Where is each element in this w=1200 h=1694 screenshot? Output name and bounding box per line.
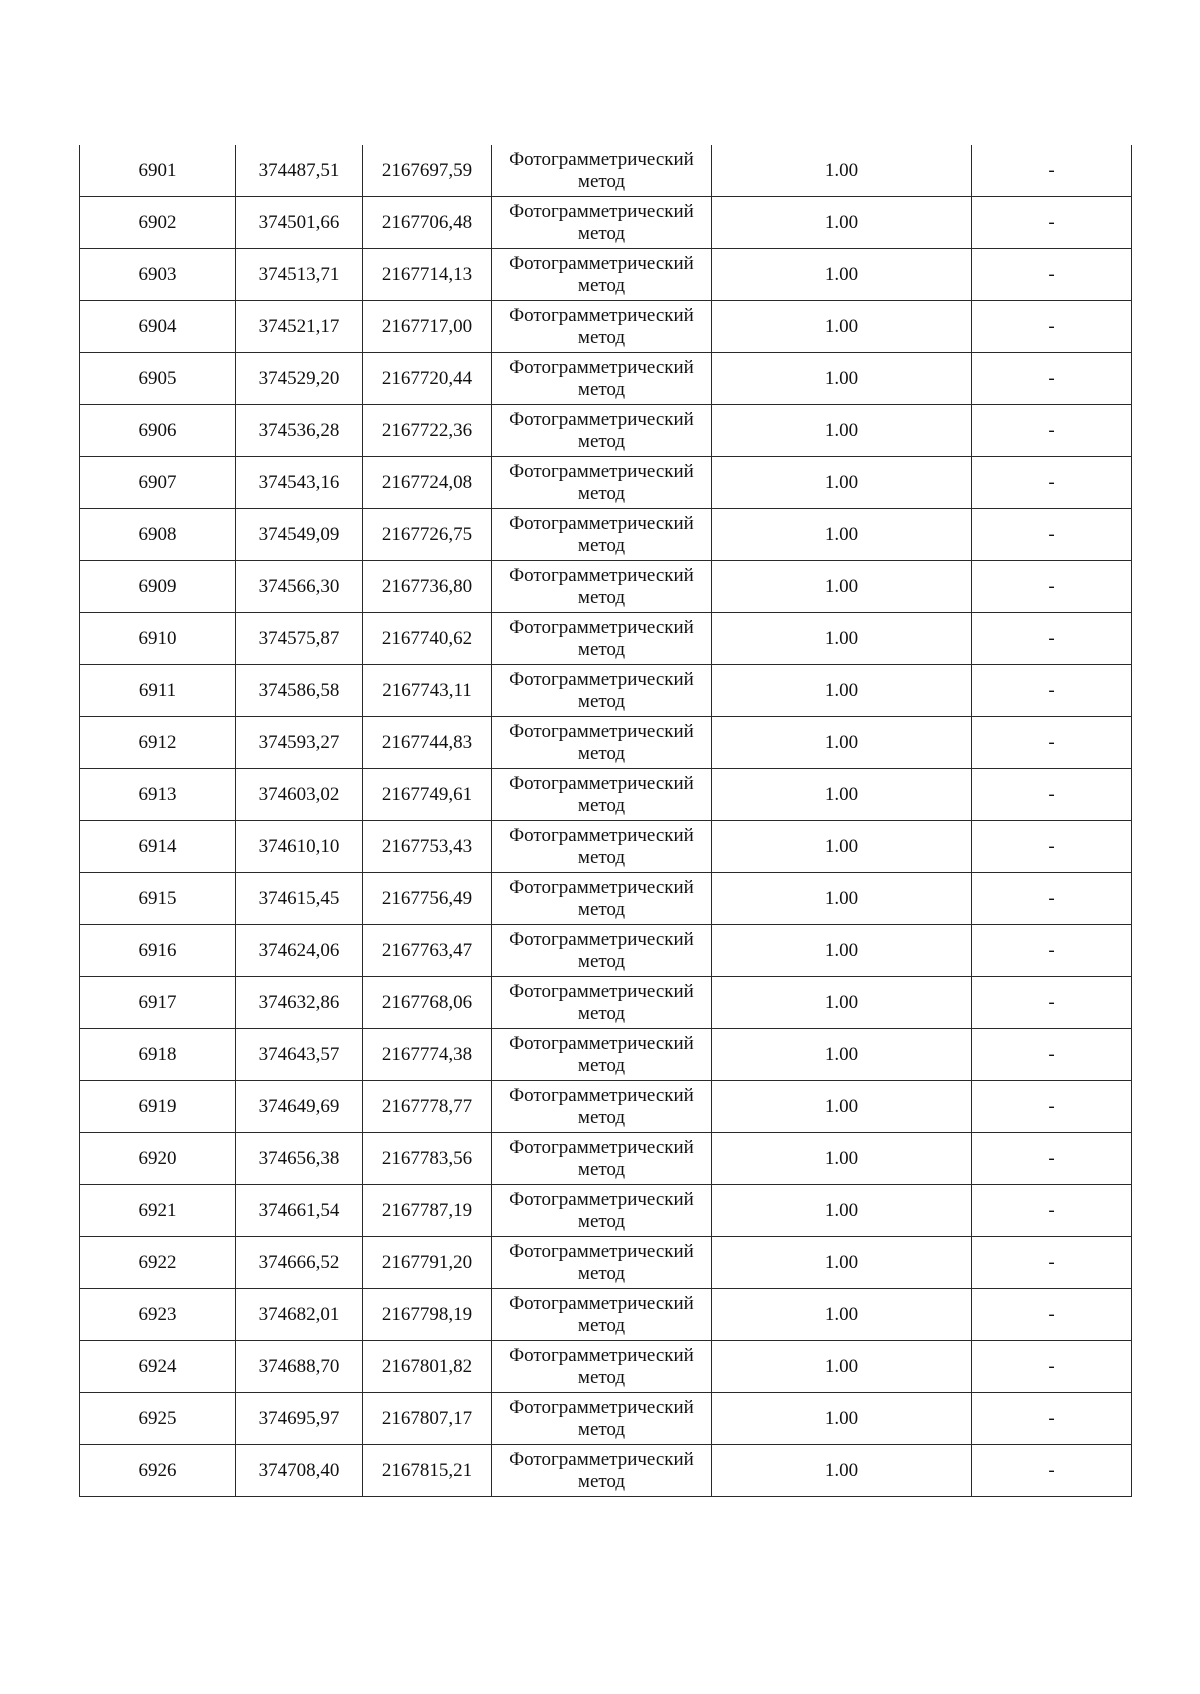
note-cell: - xyxy=(972,717,1132,769)
accuracy-cell: 1.00 xyxy=(712,1445,972,1497)
method-label-line2: метод xyxy=(577,742,626,764)
note-cell: - xyxy=(972,821,1132,873)
method-label-line2: метод xyxy=(577,898,626,920)
x-coordinate-cell: 374513,71 xyxy=(236,249,363,301)
note-cell: - xyxy=(972,769,1132,821)
table-row xyxy=(80,1029,1132,1081)
table-row xyxy=(80,509,1132,561)
y-coordinate-cell: 2167778,77 xyxy=(363,1081,492,1133)
x-coordinate-cell: 374501,66 xyxy=(236,197,363,249)
point-number-cell: 6923 xyxy=(80,1289,236,1341)
method-label-line1: Фотограмметрический xyxy=(509,1292,694,1314)
note-cell: - xyxy=(972,1341,1132,1393)
method-label-line1: Фотограмметрический xyxy=(509,512,694,534)
table-row xyxy=(80,925,1132,977)
method-cell xyxy=(492,925,712,977)
method-label-line1: Фотограмметрический xyxy=(509,1188,694,1210)
method-label-line1: Фотограмметрический xyxy=(509,1032,694,1054)
point-number-cell: 6914 xyxy=(80,821,236,873)
y-coordinate-cell: 2167763,47 xyxy=(363,925,492,977)
method-label-line1: Фотограмметрический xyxy=(509,720,694,742)
method-label-line2: метод xyxy=(577,846,626,868)
x-coordinate-cell: 374529,20 xyxy=(236,353,363,405)
point-number-cell: 6917 xyxy=(80,977,236,1029)
point-number-cell: 6904 xyxy=(80,301,236,353)
x-coordinate-cell: 374661,54 xyxy=(236,1185,363,1237)
accuracy-cell: 1.00 xyxy=(712,1133,972,1185)
table-row xyxy=(80,665,1132,717)
point-number-cell: 6901 xyxy=(80,145,236,197)
accuracy-cell: 1.00 xyxy=(712,873,972,925)
method-label-line2: метод xyxy=(577,378,626,400)
y-coordinate-cell: 2167756,49 xyxy=(363,873,492,925)
y-coordinate-cell: 2167791,20 xyxy=(363,1237,492,1289)
method-label-line2: метод xyxy=(577,482,626,504)
accuracy-cell: 1.00 xyxy=(712,561,972,613)
method-label-line2: метод xyxy=(577,1470,626,1492)
x-coordinate-cell: 374632,86 xyxy=(236,977,363,1029)
method-label-line2: метод xyxy=(577,326,626,348)
accuracy-cell: 1.00 xyxy=(712,1393,972,1445)
point-number-cell: 6920 xyxy=(80,1133,236,1185)
y-coordinate-cell: 2167706,48 xyxy=(363,197,492,249)
note-cell: - xyxy=(972,925,1132,977)
y-coordinate-cell: 2167714,13 xyxy=(363,249,492,301)
y-coordinate-cell: 2167744,83 xyxy=(363,717,492,769)
table-row xyxy=(80,1185,1132,1237)
note-cell: - xyxy=(972,457,1132,509)
method-cell xyxy=(492,197,712,249)
point-number-cell: 6919 xyxy=(80,1081,236,1133)
point-number-cell: 6912 xyxy=(80,717,236,769)
method-label-line1: Фотограмметрический xyxy=(509,356,694,378)
method-label-line1: Фотограмметрический xyxy=(509,408,694,430)
point-number-cell: 6906 xyxy=(80,405,236,457)
method-label-line1: Фотограмметрический xyxy=(509,772,694,794)
y-coordinate-cell: 2167815,21 xyxy=(363,1445,492,1497)
x-coordinate-cell: 374566,30 xyxy=(236,561,363,613)
method-cell xyxy=(492,1185,712,1237)
method-label-line2: метод xyxy=(577,1054,626,1076)
method-cell xyxy=(492,613,712,665)
method-label-line2: метод xyxy=(577,1418,626,1440)
note-cell: - xyxy=(972,1029,1132,1081)
method-label-line1: Фотограмметрический xyxy=(509,980,694,1002)
x-coordinate-cell: 374615,45 xyxy=(236,873,363,925)
method-label-line1: Фотограмметрический xyxy=(509,1396,694,1418)
method-cell xyxy=(492,1445,712,1497)
method-label-line2: метод xyxy=(577,1106,626,1128)
method-label-line1: Фотограмметрический xyxy=(509,1344,694,1366)
note-cell: - xyxy=(972,613,1132,665)
note-cell: - xyxy=(972,1237,1132,1289)
method-label-line1: Фотограмметрический xyxy=(509,668,694,690)
coordinates-table-body xyxy=(80,145,1132,1497)
table-row xyxy=(80,145,1132,197)
y-coordinate-cell: 2167768,06 xyxy=(363,977,492,1029)
method-label-line1: Фотограмметрический xyxy=(509,1448,694,1470)
method-cell xyxy=(492,509,712,561)
accuracy-cell: 1.00 xyxy=(712,1081,972,1133)
point-number-cell: 6908 xyxy=(80,509,236,561)
note-cell: - xyxy=(972,1185,1132,1237)
note-cell: - xyxy=(972,301,1132,353)
table-row xyxy=(80,197,1132,249)
method-label-line2: метод xyxy=(577,534,626,556)
table-row xyxy=(80,1393,1132,1445)
y-coordinate-cell: 2167787,19 xyxy=(363,1185,492,1237)
method-label-line2: метод xyxy=(577,1366,626,1388)
table-row xyxy=(80,873,1132,925)
x-coordinate-cell: 374666,52 xyxy=(236,1237,363,1289)
note-cell: - xyxy=(972,145,1132,197)
note-cell: - xyxy=(972,977,1132,1029)
method-label-line2: метод xyxy=(577,170,626,192)
point-number-cell: 6926 xyxy=(80,1445,236,1497)
point-number-cell: 6905 xyxy=(80,353,236,405)
x-coordinate-cell: 374708,40 xyxy=(236,1445,363,1497)
table-row xyxy=(80,1289,1132,1341)
table-row xyxy=(80,769,1132,821)
method-cell xyxy=(492,145,712,197)
x-coordinate-cell: 374487,51 xyxy=(236,145,363,197)
x-coordinate-cell: 374656,38 xyxy=(236,1133,363,1185)
method-cell xyxy=(492,1029,712,1081)
y-coordinate-cell: 2167774,38 xyxy=(363,1029,492,1081)
x-coordinate-cell: 374688,70 xyxy=(236,1341,363,1393)
point-number-cell: 6911 xyxy=(80,665,236,717)
accuracy-cell: 1.00 xyxy=(712,925,972,977)
y-coordinate-cell: 2167743,11 xyxy=(363,665,492,717)
note-cell: - xyxy=(972,1133,1132,1185)
note-cell: - xyxy=(972,1445,1132,1497)
y-coordinate-cell: 2167749,61 xyxy=(363,769,492,821)
note-cell: - xyxy=(972,873,1132,925)
point-number-cell: 6924 xyxy=(80,1341,236,1393)
method-label-line1: Фотограмметрический xyxy=(509,616,694,638)
accuracy-cell: 1.00 xyxy=(712,457,972,509)
method-label-line2: метод xyxy=(577,1314,626,1336)
table-row xyxy=(80,717,1132,769)
method-label-line2: метод xyxy=(577,586,626,608)
x-coordinate-cell: 374575,87 xyxy=(236,613,363,665)
note-cell: - xyxy=(972,249,1132,301)
method-label-line1: Фотограмметрический xyxy=(509,876,694,898)
y-coordinate-cell: 2167717,00 xyxy=(363,301,492,353)
method-cell xyxy=(492,1081,712,1133)
coordinates-table xyxy=(79,145,1132,1497)
x-coordinate-cell: 374649,69 xyxy=(236,1081,363,1133)
method-label-line1: Фотограмметрический xyxy=(509,1084,694,1106)
note-cell: - xyxy=(972,1393,1132,1445)
table-row xyxy=(80,1237,1132,1289)
method-label-line2: метод xyxy=(577,1210,626,1232)
method-cell xyxy=(492,821,712,873)
accuracy-cell: 1.00 xyxy=(712,821,972,873)
accuracy-cell: 1.00 xyxy=(712,1029,972,1081)
y-coordinate-cell: 2167722,36 xyxy=(363,405,492,457)
method-label-line1: Фотограмметрический xyxy=(509,928,694,950)
method-label-line2: метод xyxy=(577,638,626,660)
x-coordinate-cell: 374695,97 xyxy=(236,1393,363,1445)
method-label-line2: метод xyxy=(577,1158,626,1180)
accuracy-cell: 1.00 xyxy=(712,1185,972,1237)
accuracy-cell: 1.00 xyxy=(712,613,972,665)
y-coordinate-cell: 2167801,82 xyxy=(363,1341,492,1393)
method-label-line2: метод xyxy=(577,950,626,972)
table-row xyxy=(80,1341,1132,1393)
method-label-line2: метод xyxy=(577,690,626,712)
table-row xyxy=(80,561,1132,613)
method-label-line1: Фотограмметрический xyxy=(509,200,694,222)
point-number-cell: 6910 xyxy=(80,613,236,665)
point-number-cell: 6916 xyxy=(80,925,236,977)
method-cell xyxy=(492,457,712,509)
note-cell: - xyxy=(972,1081,1132,1133)
note-cell: - xyxy=(972,353,1132,405)
method-cell xyxy=(492,249,712,301)
table-row xyxy=(80,353,1132,405)
x-coordinate-cell: 374543,16 xyxy=(236,457,363,509)
method-cell xyxy=(492,1237,712,1289)
method-label-line2: метод xyxy=(577,274,626,296)
table-row xyxy=(80,301,1132,353)
method-cell xyxy=(492,1341,712,1393)
x-coordinate-cell: 374593,27 xyxy=(236,717,363,769)
accuracy-cell: 1.00 xyxy=(712,977,972,1029)
accuracy-cell: 1.00 xyxy=(712,717,972,769)
y-coordinate-cell: 2167697,59 xyxy=(363,145,492,197)
method-label-line2: метод xyxy=(577,1262,626,1284)
note-cell: - xyxy=(972,561,1132,613)
x-coordinate-cell: 374549,09 xyxy=(236,509,363,561)
y-coordinate-cell: 2167798,19 xyxy=(363,1289,492,1341)
method-label-line1: Фотограмметрический xyxy=(509,252,694,274)
method-label-line1: Фотограмметрический xyxy=(509,460,694,482)
point-number-cell: 6902 xyxy=(80,197,236,249)
point-number-cell: 6913 xyxy=(80,769,236,821)
x-coordinate-cell: 374624,06 xyxy=(236,925,363,977)
x-coordinate-cell: 374521,17 xyxy=(236,301,363,353)
y-coordinate-cell: 2167807,17 xyxy=(363,1393,492,1445)
table-row xyxy=(80,1445,1132,1497)
x-coordinate-cell: 374682,01 xyxy=(236,1289,363,1341)
accuracy-cell: 1.00 xyxy=(712,405,972,457)
x-coordinate-cell: 374603,02 xyxy=(236,769,363,821)
note-cell: - xyxy=(972,197,1132,249)
method-cell xyxy=(492,665,712,717)
accuracy-cell: 1.00 xyxy=(712,665,972,717)
x-coordinate-cell: 374643,57 xyxy=(236,1029,363,1081)
accuracy-cell: 1.00 xyxy=(712,353,972,405)
method-label-line1: Фотограмметрический xyxy=(509,304,694,326)
table-row xyxy=(80,249,1132,301)
method-cell xyxy=(492,1393,712,1445)
method-cell xyxy=(492,301,712,353)
x-coordinate-cell: 374586,58 xyxy=(236,665,363,717)
accuracy-cell: 1.00 xyxy=(712,301,972,353)
method-label-line1: Фотограмметрический xyxy=(509,564,694,586)
method-label-line1: Фотограмметрический xyxy=(509,1240,694,1262)
y-coordinate-cell: 2167736,80 xyxy=(363,561,492,613)
y-coordinate-cell: 2167783,56 xyxy=(363,1133,492,1185)
y-coordinate-cell: 2167724,08 xyxy=(363,457,492,509)
method-cell xyxy=(492,405,712,457)
method-label-line1: Фотограмметрический xyxy=(509,148,694,170)
note-cell: - xyxy=(972,509,1132,561)
note-cell: - xyxy=(972,1289,1132,1341)
point-number-cell: 6903 xyxy=(80,249,236,301)
y-coordinate-cell: 2167720,44 xyxy=(363,353,492,405)
point-number-cell: 6909 xyxy=(80,561,236,613)
method-cell xyxy=(492,977,712,1029)
table-row xyxy=(80,613,1132,665)
x-coordinate-cell: 374610,10 xyxy=(236,821,363,873)
point-number-cell: 6922 xyxy=(80,1237,236,1289)
y-coordinate-cell: 2167726,75 xyxy=(363,509,492,561)
table-row xyxy=(80,1081,1132,1133)
table-row xyxy=(80,457,1132,509)
accuracy-cell: 1.00 xyxy=(712,1237,972,1289)
accuracy-cell: 1.00 xyxy=(712,1341,972,1393)
accuracy-cell: 1.00 xyxy=(712,197,972,249)
y-coordinate-cell: 2167753,43 xyxy=(363,821,492,873)
y-coordinate-cell: 2167740,62 xyxy=(363,613,492,665)
point-number-cell: 6915 xyxy=(80,873,236,925)
table-row xyxy=(80,1133,1132,1185)
note-cell: - xyxy=(972,405,1132,457)
method-label-line1: Фотограмметрический xyxy=(509,1136,694,1158)
accuracy-cell: 1.00 xyxy=(712,249,972,301)
method-cell xyxy=(492,717,712,769)
x-coordinate-cell: 374536,28 xyxy=(236,405,363,457)
point-number-cell: 6918 xyxy=(80,1029,236,1081)
method-cell xyxy=(492,561,712,613)
accuracy-cell: 1.00 xyxy=(712,145,972,197)
table-row xyxy=(80,977,1132,1029)
method-label-line2: метод xyxy=(577,1002,626,1024)
method-label-line2: метод xyxy=(577,794,626,816)
method-label-line2: метод xyxy=(577,430,626,452)
point-number-cell: 6907 xyxy=(80,457,236,509)
accuracy-cell: 1.00 xyxy=(712,769,972,821)
method-label-line2: метод xyxy=(577,222,626,244)
accuracy-cell: 1.00 xyxy=(712,1289,972,1341)
point-number-cell: 6921 xyxy=(80,1185,236,1237)
method-cell xyxy=(492,1289,712,1341)
table-row xyxy=(80,821,1132,873)
point-number-cell: 6925 xyxy=(80,1393,236,1445)
method-cell xyxy=(492,769,712,821)
method-cell xyxy=(492,353,712,405)
method-cell xyxy=(492,1133,712,1185)
table-row xyxy=(80,405,1132,457)
note-cell: - xyxy=(972,665,1132,717)
method-cell xyxy=(492,873,712,925)
method-label-line1: Фотограмметрический xyxy=(509,824,694,846)
accuracy-cell: 1.00 xyxy=(712,509,972,561)
